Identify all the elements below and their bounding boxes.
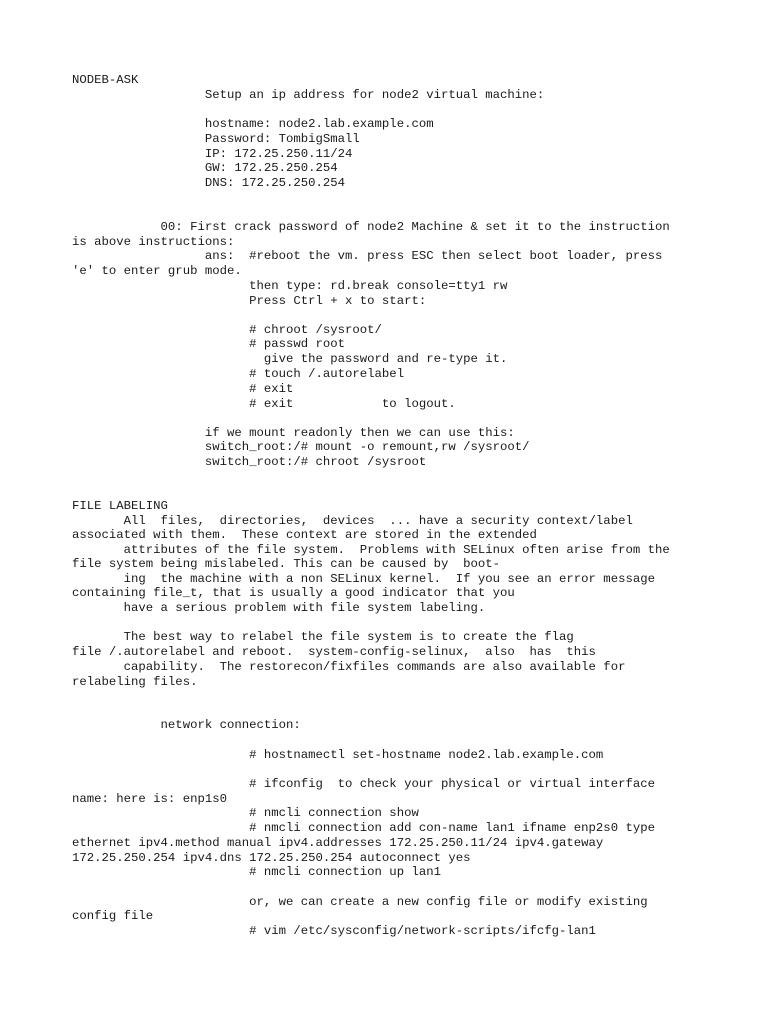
text-line: NODEB-ASK <box>72 73 139 87</box>
text-line: 172.25.250.254 ipv4.dns 172.25.250.254 autoconnect yes <box>72 851 471 865</box>
text-line: # exit <box>72 382 294 396</box>
text-line: then type: rd.break console=tty1 rw <box>72 279 508 293</box>
text-line: # ifconfig to check your physical or virtual interface <box>72 777 655 791</box>
text-line: The best way to relabel the file system is to create the flag <box>72 630 574 644</box>
text-line: IP: 172.25.250.11/24 <box>72 147 353 161</box>
text-line: is above instructions: <box>72 235 235 249</box>
text-line: ans: #reboot the vm. press ESC then select boot loader, press <box>72 249 663 263</box>
text-line: # vim /etc/sysconfig/network-scripts/ifcfg-lan1 <box>72 924 596 938</box>
text-line: have a serious problem with file system labeling. <box>72 601 486 615</box>
text-line: # chroot /sysroot/ <box>72 323 382 337</box>
text-line: file system being mislabeled. This can be caused by boot- <box>72 557 501 571</box>
text-line: # nmcli connection add con-name lan1 ifname enp2s0 type <box>72 821 655 835</box>
text-line: switch_root:/# mount -o remount,rw /sysroot/ <box>72 440 530 454</box>
text-line: 'e' to enter grub mode. <box>72 264 242 278</box>
text-line: give the password and re-type it. <box>72 352 508 366</box>
text-line: associated with them. These context are stored in the extended <box>72 528 537 542</box>
text-line: capability. The restorecon/fixfiles commands are also available for <box>72 660 626 674</box>
text-line: if we mount readonly then we can use this: <box>72 426 515 440</box>
text-line: or, we can create a new config file or modify existing <box>72 895 648 909</box>
text-line: # touch /.autorelabel <box>72 367 405 381</box>
text-line: name: here is: enp1s0 <box>72 792 227 806</box>
text-line: DNS: 172.25.250.254 <box>72 176 346 190</box>
text-line: ethernet ipv4.method manual ipv4.addresses 172.25.250.11/24 ipv4.gateway <box>72 836 604 850</box>
text-line: file /.autorelabel and reboot. system-config-selinux, also has this <box>72 645 596 659</box>
section-heading: FILE LABELING <box>72 499 168 513</box>
text-line: network connection: <box>72 718 301 732</box>
text-line: # nmcli connection up lan1 <box>72 865 441 879</box>
text-line: switch_root:/# chroot /sysroot <box>72 455 427 469</box>
text-line: # nmcli connection show <box>72 806 419 820</box>
text-line: # hostnamectl set-hostname node2.lab.example.com <box>72 748 604 762</box>
text-line: 00: First crack password of node2 Machine & set it to the instruction <box>72 220 670 234</box>
text-line: ing the machine with a non SELinux kernel. If you see an error message <box>72 572 655 586</box>
text-line: hostname: node2.lab.example.com <box>72 117 434 131</box>
text-line: attributes of the file system. Problems with SELinux often arise from the <box>72 543 670 557</box>
text-line: All files, directories, devices ... have a security context/label <box>72 514 633 528</box>
text-line: config file <box>72 909 154 923</box>
text-line: # passwd root <box>72 337 346 351</box>
text-line: relabeling files. <box>72 675 198 689</box>
text-line: # exit to logout. <box>72 397 456 411</box>
text-line: Password: TombigSmall <box>72 132 360 146</box>
text-line: GW: 172.25.250.254 <box>72 161 338 175</box>
text-line: containing file_t, that is usually a good indicator that you <box>72 586 515 600</box>
text-line: Setup an ip address for node2 virtual machine: <box>72 88 545 102</box>
text-line: Press Ctrl + x to start: <box>72 294 427 308</box>
